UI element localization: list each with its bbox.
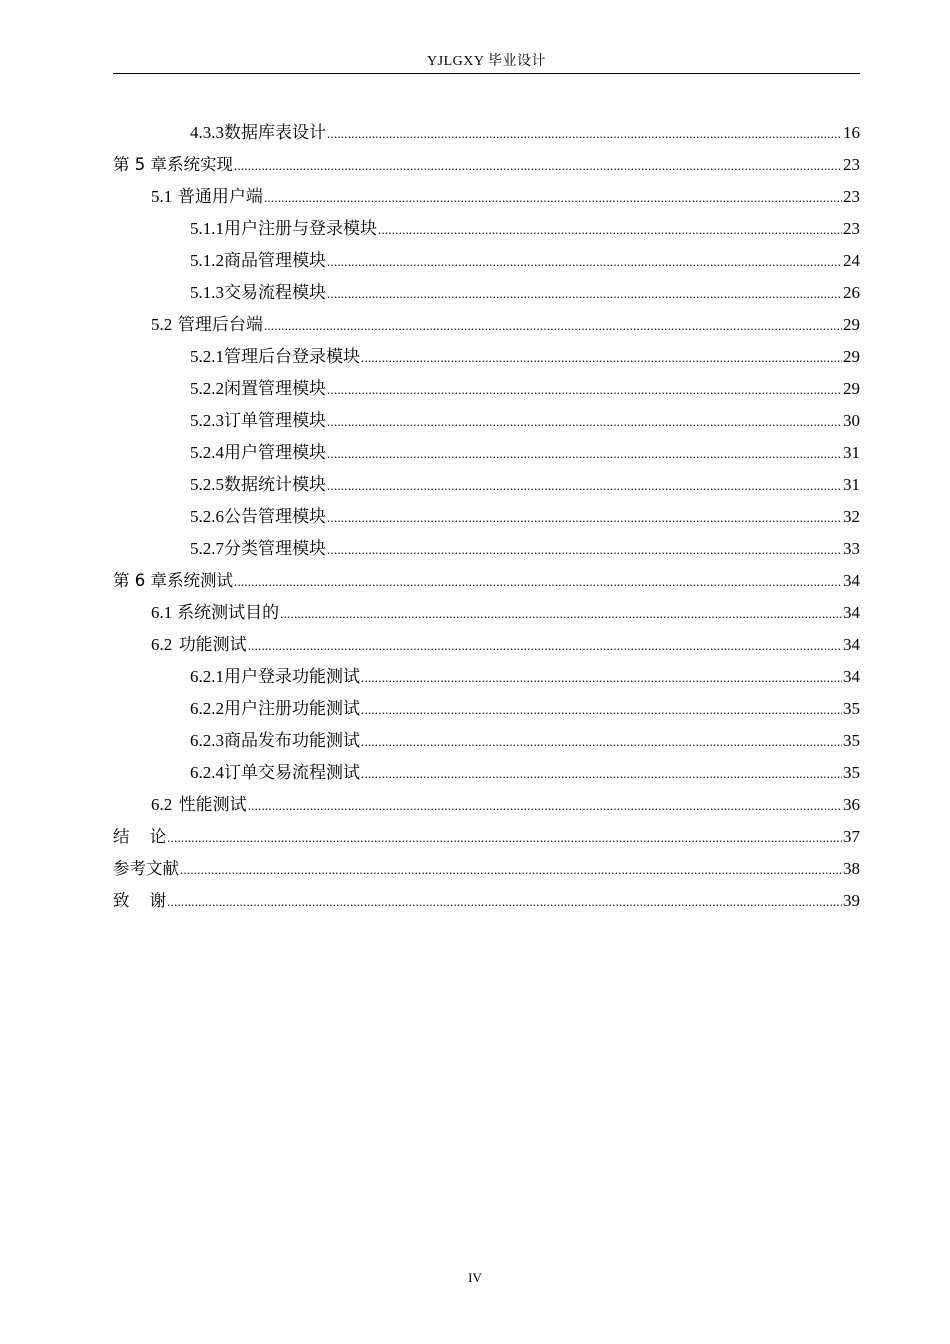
- toc-entry[interactable]: [113, 789, 860, 821]
- toc-entry-page: 29: [843, 347, 860, 366]
- toc-entry-page: 31: [843, 443, 860, 462]
- toc-entry-number: 5.1.1: [190, 219, 224, 238]
- footer-page-number: IV: [468, 1270, 482, 1285]
- toc-entry[interactable]: [113, 853, 860, 885]
- toc-entry-page: 23: [843, 219, 860, 238]
- toc-entry-page: 29: [843, 315, 860, 334]
- toc-dot-leader: [280, 598, 842, 630]
- toc-entry[interactable]: [113, 181, 860, 213]
- toc-entry-number: 6.2.2: [190, 699, 224, 718]
- toc-entry[interactable]: [113, 373, 860, 405]
- toc-entry-number: 6.2: [151, 635, 173, 654]
- toc-entry[interactable]: [113, 693, 860, 725]
- toc-entry-number: 6.2.1: [190, 667, 224, 686]
- toc-entry-number: 5.2: [151, 315, 173, 334]
- toc-entry-page: 39: [843, 891, 860, 910]
- toc-entry-page: 35: [843, 763, 860, 782]
- toc-entry-number: 6.2.4: [190, 763, 224, 782]
- toc-entry-page: 23: [843, 155, 860, 174]
- toc-dot-leader: [327, 502, 842, 534]
- toc-entry-title: 商品管理模块: [224, 251, 326, 270]
- toc-entry-number: 5.1.2: [190, 251, 224, 270]
- toc-entry-page: 29: [843, 379, 860, 398]
- toc-entry-number: 5.1: [151, 187, 173, 206]
- toc-entry-title: 致 谢: [113, 891, 167, 910]
- toc-entry-number: 4.3.3: [190, 123, 224, 142]
- toc-dot-leader: [234, 150, 842, 182]
- toc-entry-page: 16: [843, 123, 860, 142]
- toc-entry-title: 商品发布功能测试: [224, 731, 360, 750]
- toc-entry-title: 系统测试目的: [177, 603, 280, 622]
- toc-entry[interactable]: [113, 469, 860, 501]
- toc-entry[interactable]: [113, 117, 860, 149]
- toc-dot-leader: [234, 566, 842, 598]
- toc-entry-title: 用户登录功能测试: [224, 667, 360, 686]
- toc-dot-leader: [167, 886, 842, 918]
- toc-entry-title: 订单管理模块: [224, 411, 326, 430]
- header-title: YJLGXY 毕业设计: [427, 54, 546, 69]
- toc-entry-title: 功能测试: [178, 635, 247, 654]
- table-of-contents: [113, 117, 860, 917]
- toc-dot-leader: [361, 758, 842, 790]
- toc-entry-title: 订单交易流程测试: [224, 763, 360, 782]
- toc-entry-number: 5.2.6: [190, 507, 224, 526]
- toc-entry-number: 5.1.3: [190, 283, 224, 302]
- toc-entry-title: 交易流程模块: [224, 283, 326, 302]
- toc-entry[interactable]: [113, 405, 860, 437]
- toc-entry[interactable]: [113, 149, 860, 181]
- toc-dot-leader: [361, 662, 842, 694]
- toc-entry-page: 24: [843, 251, 860, 270]
- toc-dot-leader: [180, 854, 842, 886]
- toc-entry-page: 34: [843, 571, 860, 590]
- toc-entry-page: 31: [843, 475, 860, 494]
- toc-dot-leader: [327, 374, 842, 406]
- toc-entry-title: 参考文献: [113, 859, 179, 878]
- toc-entry[interactable]: [113, 245, 860, 277]
- toc-entry[interactable]: [113, 213, 860, 245]
- toc-entry-title: 用户注册与登录模块: [224, 219, 377, 238]
- toc-dot-leader: [264, 182, 842, 214]
- toc-entry-page: 30: [843, 411, 860, 430]
- toc-entry[interactable]: [113, 341, 860, 373]
- toc-entry-page: 37: [843, 827, 860, 846]
- toc-dot-leader: [327, 278, 842, 310]
- toc-entry-page: 33: [843, 539, 860, 558]
- toc-dot-leader: [248, 630, 842, 662]
- toc-entry[interactable]: [113, 725, 860, 757]
- toc-entry[interactable]: [113, 309, 860, 341]
- toc-dot-leader: [327, 470, 842, 502]
- toc-entry[interactable]: [113, 437, 860, 469]
- toc-entry-page: 34: [843, 603, 860, 622]
- page-header: [113, 52, 860, 74]
- toc-entry-title: 用户管理模块: [224, 443, 326, 462]
- toc-dot-leader: [167, 822, 842, 854]
- toc-entry-page: 32: [843, 507, 860, 526]
- toc-dot-leader: [327, 406, 842, 438]
- toc-entry-title: 数据库表设计: [224, 123, 326, 142]
- toc-entry-number: 5.2.4: [190, 443, 224, 462]
- toc-dot-leader: [361, 694, 842, 726]
- toc-entry-number: 6.2.3: [190, 731, 224, 750]
- toc-entry-title: 管理后台登录模块: [224, 347, 360, 366]
- toc-dot-leader: [327, 246, 842, 278]
- toc-dot-leader: [327, 534, 842, 566]
- toc-entry[interactable]: [113, 821, 860, 853]
- toc-entry-number: 5.2.5: [190, 475, 224, 494]
- toc-entry-number: 第 6 章: [113, 571, 167, 590]
- toc-entry-title: 性能测试: [178, 795, 247, 814]
- toc-entry-number: 5.2.7: [190, 539, 224, 558]
- toc-dot-leader: [327, 438, 842, 470]
- toc-entry-page: 34: [843, 635, 860, 654]
- toc-entry[interactable]: [113, 885, 860, 917]
- toc-entry-title: 系统测试: [167, 571, 233, 590]
- toc-entry-number: 第 5 章: [113, 155, 167, 174]
- toc-entry-title: 管理后台端: [177, 315, 263, 334]
- toc-dot-leader: [248, 790, 842, 822]
- toc-entry-title: 闲置管理模块: [224, 379, 326, 398]
- toc-entry-page: 38: [843, 859, 860, 878]
- toc-entry-number: 6.2: [151, 795, 173, 814]
- toc-entry-number: 6.1: [151, 603, 173, 622]
- toc-entry-page: 23: [843, 187, 860, 206]
- toc-entry-number: 5.2.3: [190, 411, 224, 430]
- toc-entry-title: 用户注册功能测试: [224, 699, 360, 718]
- toc-entry-page: 35: [843, 731, 860, 750]
- toc-entry[interactable]: [113, 501, 860, 533]
- page-footer: [0, 1270, 950, 1286]
- toc-entry-title: 公告管理模块: [224, 507, 326, 526]
- toc-entry-page: 34: [843, 667, 860, 686]
- toc-entry-title: 数据统计模块: [224, 475, 326, 494]
- toc-entry[interactable]: [113, 565, 860, 597]
- toc-entry[interactable]: [113, 533, 860, 565]
- toc-entry-title: 系统实现: [167, 155, 233, 174]
- toc-entry[interactable]: [113, 629, 860, 661]
- toc-entry-title: 普通用户端: [177, 187, 263, 206]
- toc-entry-number: 5.2.2: [190, 379, 224, 398]
- toc-entry-page: 35: [843, 699, 860, 718]
- toc-dot-leader: [361, 726, 842, 758]
- toc-entry-title: 分类管理模块: [224, 539, 326, 558]
- toc-entry[interactable]: [113, 597, 860, 629]
- toc-entry[interactable]: [113, 661, 860, 693]
- toc-entry-number: 5.2.1: [190, 347, 224, 366]
- toc-entry-page: 36: [843, 795, 860, 814]
- toc-entry[interactable]: [113, 277, 860, 309]
- toc-dot-leader: [264, 310, 842, 342]
- toc-dot-leader: [327, 118, 842, 150]
- toc-entry[interactable]: [113, 757, 860, 789]
- toc-dot-leader: [361, 342, 842, 374]
- toc-entry-title: 结 论: [113, 827, 167, 846]
- toc-dot-leader: [378, 214, 842, 246]
- toc-entry-page: 26: [843, 283, 860, 302]
